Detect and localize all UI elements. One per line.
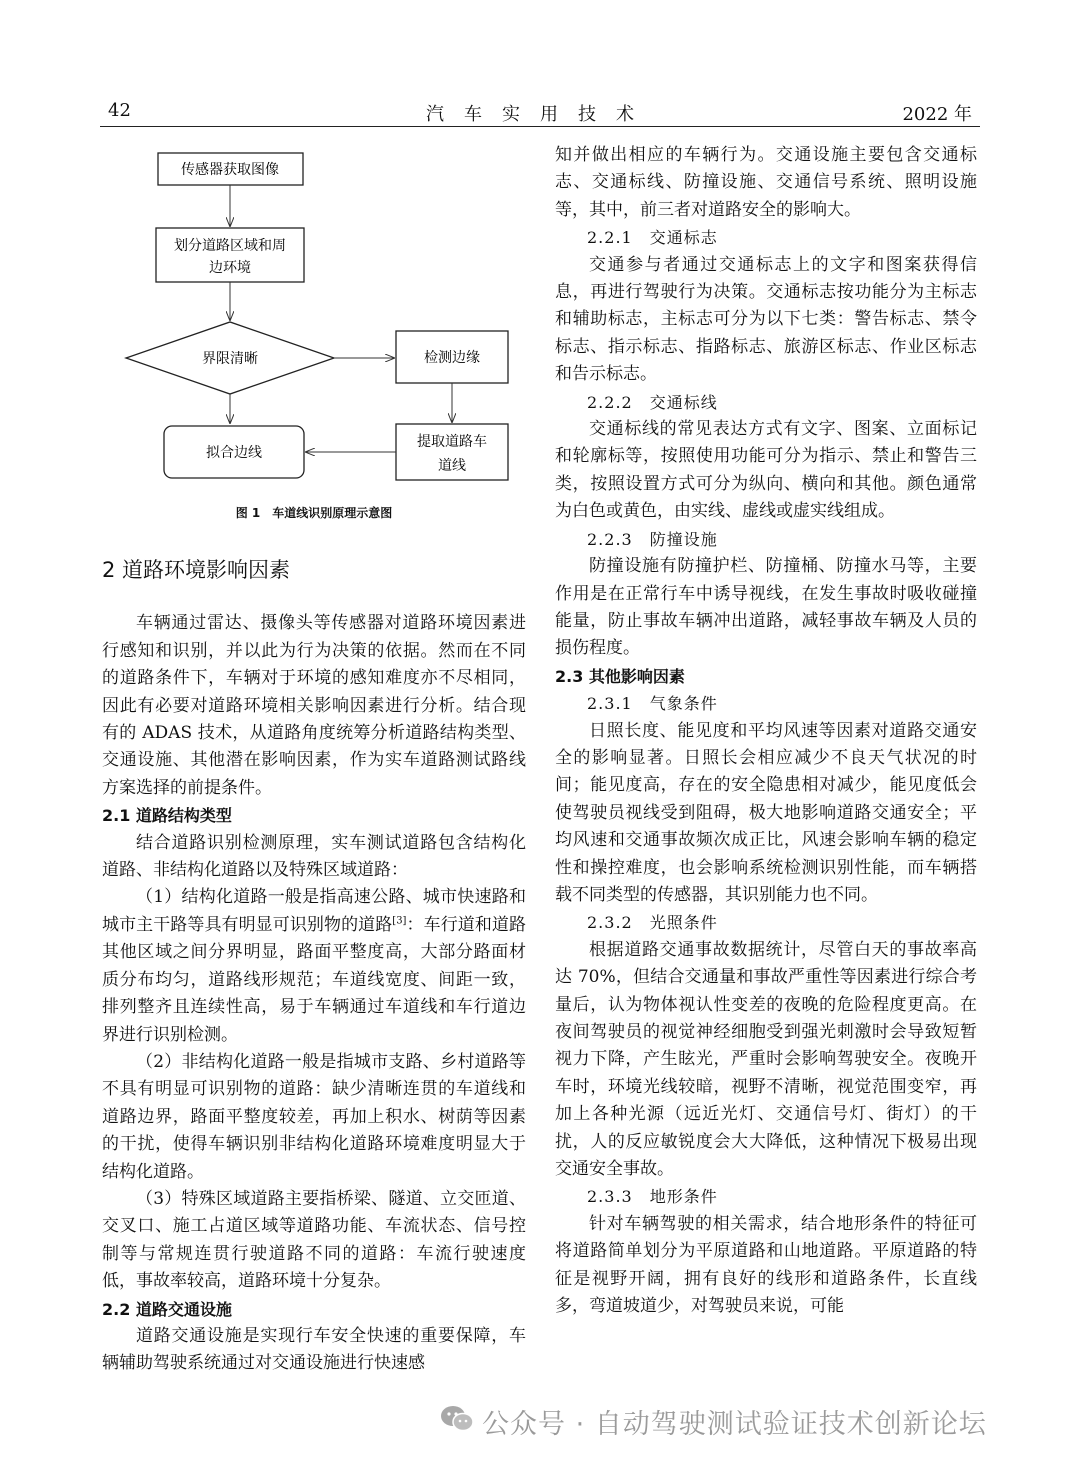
node-decision-label: 界限清晰 bbox=[202, 351, 258, 367]
section-2-2-3-title: 2.2.3 防撞设施 bbox=[587, 529, 718, 549]
header-year: 2022 年 bbox=[902, 104, 972, 125]
section-2-1-paragraph: 结合道路识别检测原理，实车测试道路包含结构化道路、非结构化道路以及特殊区域道路： bbox=[102, 832, 526, 881]
section-2-3-3-paragraph: 针对车辆驾驶的相关需求，结合地形条件的特征可将道路简单划分为平原道路和山地道路。平原道路的特征是视野开阔，拥有良好的线形和道路条件，长直线多，弯道坡道少，对驾驶员来说，可能 bbox=[555, 1213, 977, 1317]
page-number: 42 bbox=[108, 100, 131, 121]
continued-paragraph: 知并做出相应的车辆行为。交通设施主要包含交通标志、交通标线、防撞设施、交通信号系统、照明设施等，其中，前三者对道路安全的影响大。 bbox=[555, 145, 977, 220]
figure-1 bbox=[102, 140, 526, 535]
section-2-3-3-title: 2.3.3 地形条件 bbox=[587, 1187, 718, 1207]
section-2-title: 2 道路环境影响因素 bbox=[102, 558, 291, 582]
node-detect-label: 检测边缘 bbox=[424, 350, 480, 366]
node-divide-label-2: 边环境 bbox=[209, 260, 251, 276]
journal-title: 汽车实用技术 bbox=[426, 104, 654, 125]
watermark-text: 公众号 · 自动驾驶测试验证技术创新论坛 bbox=[482, 1409, 987, 1440]
item-1-text-a: （1）结构化道路一般是指高速公路、城市快速路和城市主干路等具有明显可识别物的道路 bbox=[102, 887, 526, 935]
citation-3[interactable]: [3] bbox=[392, 915, 407, 927]
page-header bbox=[100, 96, 980, 127]
section-2-3-1-title: 2.3.1 气象条件 bbox=[587, 694, 718, 714]
item-1-text-b: ：车行道和道路其他区域之间分界明显，路面平整度高，大部分路面材质分布均匀，道路线形规范；车道线宽度、间距一致，排列整齐且连续性高，易于车辆通过车道线和车行道边界进行识别检测。 bbox=[102, 914, 527, 1045]
node-acquire-label: 传感器获取图像 bbox=[181, 162, 279, 178]
flowchart bbox=[102, 140, 526, 500]
item-2-paragraph: （2）非结构化道路一般是指城市支路、乡村道路等不具有明显可识别物的道路：缺少清晰连贯的车道线和道路边界，路面平整度较差，再加上积水、树荫等因素的干扰，使得车辆识别非结构化道路环境难度明显大于结构化道路。 bbox=[102, 1051, 526, 1182]
section-2-3-2-paragraph: 根据道路交通事故数据统计，尽管白天的事故率高达 70%，但结合交通量和事故严重性等因素进行综合考量后，认为物体视认性变差的夜晚的危险程度更高。在夜间驾驶员的视觉神经细胞受到强光刺激时会导致短暂视力下降，产生眩光，严重时会影响驾驶安全。夜晚开车时，环境光线较暗，视野不清晰，视觉范围变窄，再加上各种光源（远近光灯、交通信号灯、街灯）的干扰，人的反应敏锐度会大大降低，这种情况下极易出现交通安全事故。 bbox=[555, 939, 977, 1180]
section-2-2-paragraph: 道路交通设施是实现行车安全快速的重要保障，车辆辅助驾驶系统通过对交通设施进行快速感 bbox=[102, 1325, 526, 1374]
node-extract-label-1: 提取道路车 bbox=[417, 434, 487, 450]
section-2-2-3-paragraph: 防撞设施有防撞护栏、防撞桶、防撞水马等，主要作用是在正常行车中诱导视线，在发生事故时吸收碰撞能量，防止事故车辆冲出道路，减轻事故车辆及人员的损伤程度。 bbox=[555, 556, 977, 659]
section-2-3-title: 2.3 其他影响因素 bbox=[555, 666, 685, 686]
wechat-icon bbox=[440, 1404, 474, 1434]
section-2-2-1-title: 2.2.1 交通标志 bbox=[587, 228, 718, 248]
item-1-paragraph bbox=[102, 884, 526, 1048]
section-2-2-1-paragraph: 交通参与者通过交通标志上的文字和图案获得信息，再进行驾驶行为决策。交通标志按功能分为主标志和辅助标志，主标志可分为以下七类：警告标志、禁令标志、指示标志、指路标志、旅游区标志、作业区标志和告示标志。 bbox=[555, 254, 977, 385]
node-fit-label: 拟合边线 bbox=[206, 445, 262, 461]
section-2-1-title: 2.1 道路结构类型 bbox=[102, 806, 232, 826]
right-column bbox=[555, 142, 977, 1320]
section-2-paragraph: 车辆通过雷达、摄像头等传感器对道路环境因素进行感知和识别，并以此为行为决策的依据。然而在不同的道路条件下，车辆对于环境的感知难度亦不尽相同，因此有必要对道路环境相关影响因素进行分析。结合现有的 ADAS 技术，从道路角度统筹分析道路结构类型、交通设施、其他潜在影响因素，作为实车道路测试路线方案选择的前提条件。 bbox=[102, 613, 526, 798]
section-2-2-2-title: 2.2.2 交通标线 bbox=[587, 392, 718, 412]
left-column bbox=[102, 140, 526, 1378]
item-3-paragraph: （3）特殊区域道路主要指桥梁、隧道、立交匝道、交叉口、施工占道区域等道路功能、车流状态、信号控制等与常规连贯行驶道路不同的道路：车流行驶速度低，事故率较高，道路环境十分复杂。 bbox=[102, 1188, 526, 1292]
section-2-3-2-title: 2.3.2 光照条件 bbox=[587, 913, 718, 933]
section-2-2-title: 2.2 道路交通设施 bbox=[102, 1299, 232, 1319]
section-2-2-2-paragraph: 交通标线的常见表达方式有文字、图案、立面标记和轮廓标等，按照使用功能可分为指示、禁止和警告三类，按照设置方式可分为纵向、横向和其他。颜色通常为白色或黄色，由实线、虚线或虚实线组成。 bbox=[555, 419, 977, 522]
node-divide-label-1: 划分道路区域和周 bbox=[174, 238, 286, 254]
node-extract-label-2: 道线 bbox=[438, 458, 466, 474]
figure-caption: 图 1 车道线识别原理示意图 bbox=[235, 506, 393, 520]
section-2-3-1-paragraph: 日照长度、能见度和平均风速等因素对道路交通安全的影响显著。日照长会相应减少不良天气状况的时间；能见度高，存在的安全隐患相对减少，能见度低会使驾驶员视线受到阻碍，极大地影响道路交通安全；平均风速和交通事故频次成正比，风速会影响车辆的稳定性和操控难度，也会影响系统检测识别性能，而车辆搭载不同类型的传感器，其识别能力也不同。 bbox=[555, 720, 977, 905]
